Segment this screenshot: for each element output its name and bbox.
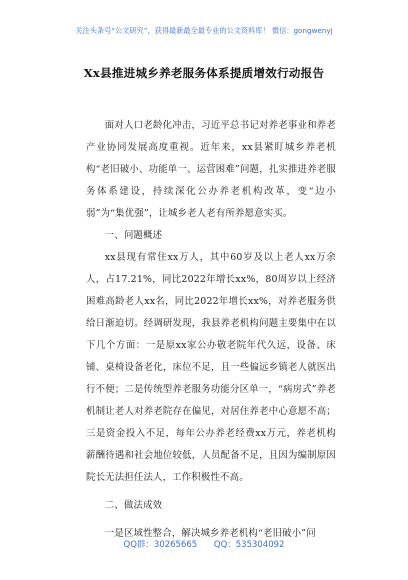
document-body [86,115,336,545]
section-heading-overview: 一、问题概述 [104,230,163,241]
promo-header: 关注头条号“公文研究”，获得最新最全最专业的公文资料库！ 微信：gongwenyj [75,26,333,35]
measures-paragraph: 一是区域性整合，解决城乡养老机构“老旧破小”问 [104,528,316,539]
document-title: Xx县推进城乡养老服务体系提质增效行动报告 [83,66,325,80]
overview-paragraph: xx县现有常住xx万人，其中60岁及以上老人xx万余人，占17.21%，同比2022年增长xx%，80周岁以上经济困难高龄老人xx名，同比2022年增长xx%，对养老服务供给日渐迫切。经调研发现，我县养老机构问题主要集中在以下几个方面：一是原xx家公办敬老院年代久远，设备、床铺、桌椅设备老化，床位不足，且一些偏远乡镇老人就医出行不便；二是传统型养老服务功能分区单一，“病房式”养老机制让老人对养老院存在偏见，对居住养老中心意愿不高；三是资金投入不足，每年公办养老经费xx万元，养老机构薪酬待遇和社会地位较低，人员配备不足，且因为编制原因院长无法担任法人，工作积极性不高。 [86,252,336,483]
qq-contact-text: QQ：535304092 [213,540,285,550]
contact-footer [0,538,408,550]
section-heading-measures: 二、做法成效 [104,500,163,511]
intro-paragraph: 面对人口老龄化冲击，习近平总书记对养老事业和养老产业协同发展高度重视。近年来，xx县紧盯城乡养老机构“老旧破小、功能单一、运营困难”问题，扎实推进养老服务体系建设，持续深化公办养老机构改革，变“边小弱”为“集优强”，让城乡老人老有所养愿意实买。 [86,120,336,219]
qq-group-text: QQ群：30265665 [123,540,198,550]
